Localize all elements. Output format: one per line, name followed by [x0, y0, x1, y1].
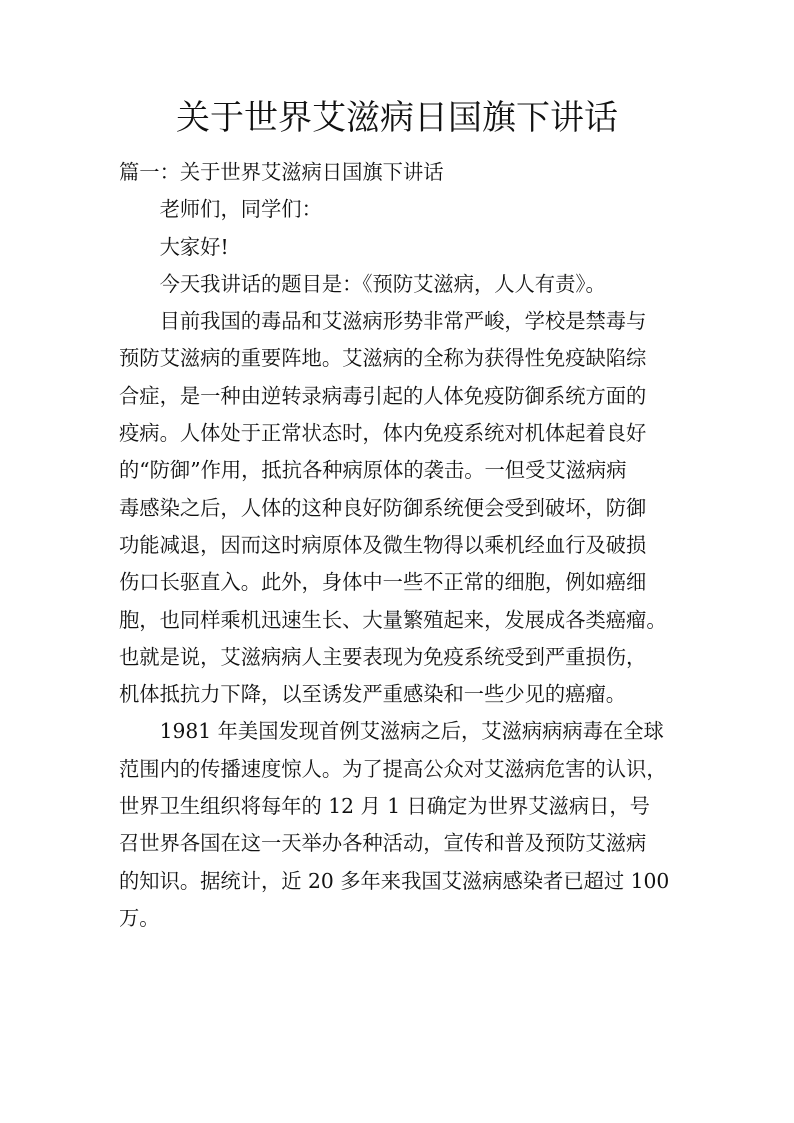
- paragraph-2: [119, 713, 675, 937]
- section-heading: 篇一：关于世界艾滋病日国旗下讲话: [119, 160, 444, 184]
- paragraph-line: 的“防御”作用，抵抗各种病原体的袭击。一但受艾滋病病: [119, 458, 627, 483]
- paragraph-line: 也就是说，艾滋病病人主要表现为免疫系统受到严重损伤，: [119, 644, 647, 669]
- paragraph-line: 机体抵抗力下降，以至诱发严重感染和一些少见的癌瘤。: [119, 682, 627, 707]
- paragraph-line: 毒感染之后，人体的这种良好防御系统便会受到破坏，防御: [119, 495, 647, 520]
- paragraph-1: [119, 303, 675, 713]
- paragraph-line: 胞，也同样乘机迅速生长、大量繁殖起来，发展成各类癌瘤。: [119, 607, 667, 632]
- paragraph-line: 伤口长驱直入。此外，身体中一些不正常的细胞，例如癌细: [119, 570, 647, 595]
- paragraph-line: 世界卫生组织将每年的 12 月 1 日确定为世界艾滋病日，号: [119, 794, 650, 819]
- paragraph-line: 疫病。人体处于正常状态时，体内免疫系统对机体起着良好: [119, 421, 647, 446]
- greeting-line: 老师们，同学们：: [159, 197, 322, 222]
- paragraph-line: 1981 年美国发现首例艾滋病之后，艾滋病病病毒在全球: [159, 719, 664, 744]
- paragraph-line: 范围内的传播速度惊人。为了提高公众对艾滋病危害的认识，: [119, 756, 667, 781]
- topic-line: 今天我讲话的题目是：《预防艾滋病，人人有责》。: [159, 271, 606, 296]
- paragraph-line: 功能减退，因而这时病原体及微生物得以乘机经血行及破损: [119, 532, 647, 557]
- document-title: 关于世界艾滋病日国旗下讲话: [176, 98, 618, 138]
- salutation-line: 大家好!: [159, 234, 229, 259]
- paragraph-line: 万。: [119, 905, 160, 930]
- paragraph-line: 的知识。据统计，近 20 多年来我国艾滋病感染者已超过 100: [119, 868, 670, 893]
- paragraph-line: 召世界各国在这一天举办各种活动，宣传和普及预防艾滋病: [119, 831, 647, 856]
- paragraph-line: 预防艾滋病的重要阵地。艾滋病的全称为获得性免疫缺陷综: [119, 346, 647, 371]
- paragraph-line: 合症，是一种由逆转录病毒引起的人体免疫防御系统方面的: [119, 383, 647, 408]
- document-body: [119, 154, 675, 937]
- paragraph-line: 目前我国的毒品和艾滋病形势非常严峻，学校是禁毒与: [159, 309, 647, 334]
